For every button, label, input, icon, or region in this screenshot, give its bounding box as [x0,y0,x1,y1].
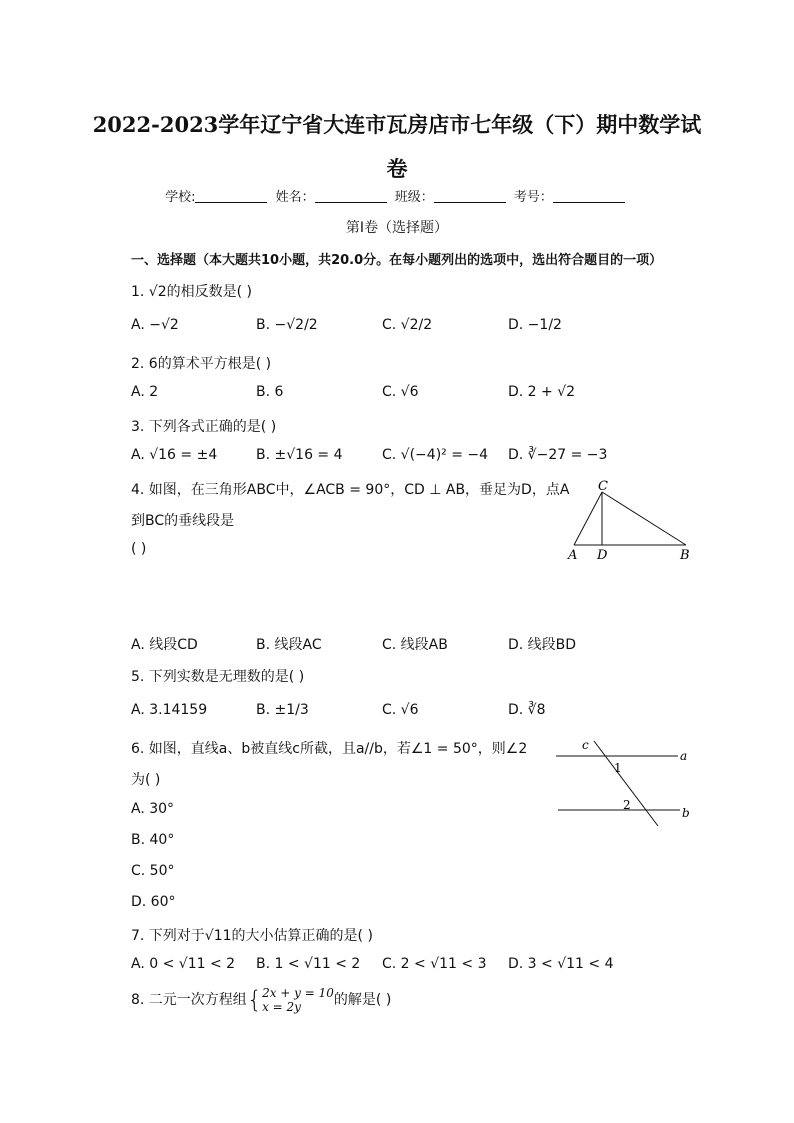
triangle-abc-figure [560,478,700,568]
q6-option-d: D. 60° [131,894,176,910]
q7-option-b: B. 1 < √11 < 2 [256,956,361,972]
title-line-1: 2022-2023学年辽宁省大连市瓦房店市七年级（下）期中数学试 [92,112,702,137]
label-d: D [597,548,608,563]
q7-option-c: C. 2 < √11 < 3 [382,956,487,972]
class-blank [434,190,506,203]
q5-option-d: D. ∛8 [508,702,546,718]
question-4-stem-line-3: ( ) [131,541,147,557]
question-7-stem: 7. 下列对于√11的大小估算正确的是( ) [131,928,373,944]
equation-2: x = 2y [262,1000,301,1014]
segment-bc [602,492,686,545]
angle-2-label: 2 [623,798,631,812]
q6-option-b: B. 40° [131,832,175,848]
question-5-stem: 5. 下列实数是无理数的是( ) [131,669,305,685]
q1-option-a: A. −√2 [131,317,179,333]
question-8-stem [131,985,391,1015]
q2-option-c: C. √6 [382,384,419,400]
name-label: 姓名： [275,190,315,205]
question-3-stem: 3. 下列各式正确的是( ) [131,419,277,435]
line-c [594,741,658,826]
q5-option-c: C. √6 [382,702,419,718]
segment-ac [574,492,602,545]
volume-title: 第I卷（选择题） [345,220,449,236]
label-b: B [680,548,690,563]
name-blank [315,190,387,203]
number-blank [553,190,625,203]
q1-option-d: D. −1/2 [508,317,562,333]
q1-option-b: B. −√2/2 [256,317,318,333]
q3-option-c: C. √(−4)² = −4 [382,447,489,463]
label-a: A [568,548,578,563]
q2-option-b: B. 6 [256,384,284,400]
school-label: 学校: [165,190,196,205]
q3-option-a: A. √16 = ±4 [131,447,218,463]
q4-option-c: C. 线段AB [382,637,448,653]
label-c: c [582,738,589,752]
q2-option-d: D. 2 + √2 [508,384,576,400]
school-blank [195,190,267,203]
label-a: a [680,749,688,763]
q4-option-d: D. 线段BD [508,637,577,653]
q3-option-d: D. ∛−27 = −3 [508,447,608,463]
question-6-stem-line-1: 6. 如图，直线a、b被直线c所截，且a//b，若∠1 = 50°，则∠2 [131,741,528,757]
q7-option-a: A. 0 < √11 < 2 [131,956,236,972]
q7-option-d: D. 3 < √11 < 4 [508,956,614,972]
section-title: 一、选择题（本大题共10小题，共20.0分。在每小题列出的选项中，选出符合题目的一项） [131,253,663,268]
number-label: 考号： [513,190,553,205]
q8-stem-post: 的解是( ) [333,992,392,1008]
q6-option-c: C. 50° [131,863,175,879]
q2-option-a: A. 2 [131,384,159,400]
q4-option-a: A. 线段CD [131,637,198,653]
q8-stem-pre: 8. 二元一次方程组 [131,992,247,1008]
question-4-stem-line-2: 到BC的垂线段是 [131,513,235,529]
q1-option-c: C. √2/2 [382,317,433,333]
q3-option-b: B. ±√16 = 4 [256,447,343,463]
question-1-stem: 1. √2的相反数是( ) [131,284,253,300]
q4-option-b: B. 线段AC [256,637,322,653]
parallel-lines-figure [550,735,700,835]
q6-option-a: A. 30° [131,801,175,817]
label-b: b [682,806,690,820]
angle-1-label: 1 [614,761,622,775]
brace-icon: { [246,986,263,1014]
q5-option-b: B. ±1/3 [256,702,309,718]
question-2-stem: 2. 6的算术平方根是( ) [131,356,272,372]
q5-option-a: A. 3.14159 [131,702,208,718]
equation-system [262,986,334,1014]
class-label: 班级： [394,190,434,205]
title-line-2: 卷 [386,156,408,181]
question-6-stem-line-2: 为( ) [131,772,161,788]
label-c: C [598,479,608,494]
equation-1: 2x + y = 10 [262,986,334,1000]
question-4-stem-line-1: 4. 如图，在三角形ABC中，∠ACB = 90°，CD ⊥ AB，垂足为D，点A [131,482,570,498]
exam-title [60,103,734,191]
student-info-row [0,186,794,205]
